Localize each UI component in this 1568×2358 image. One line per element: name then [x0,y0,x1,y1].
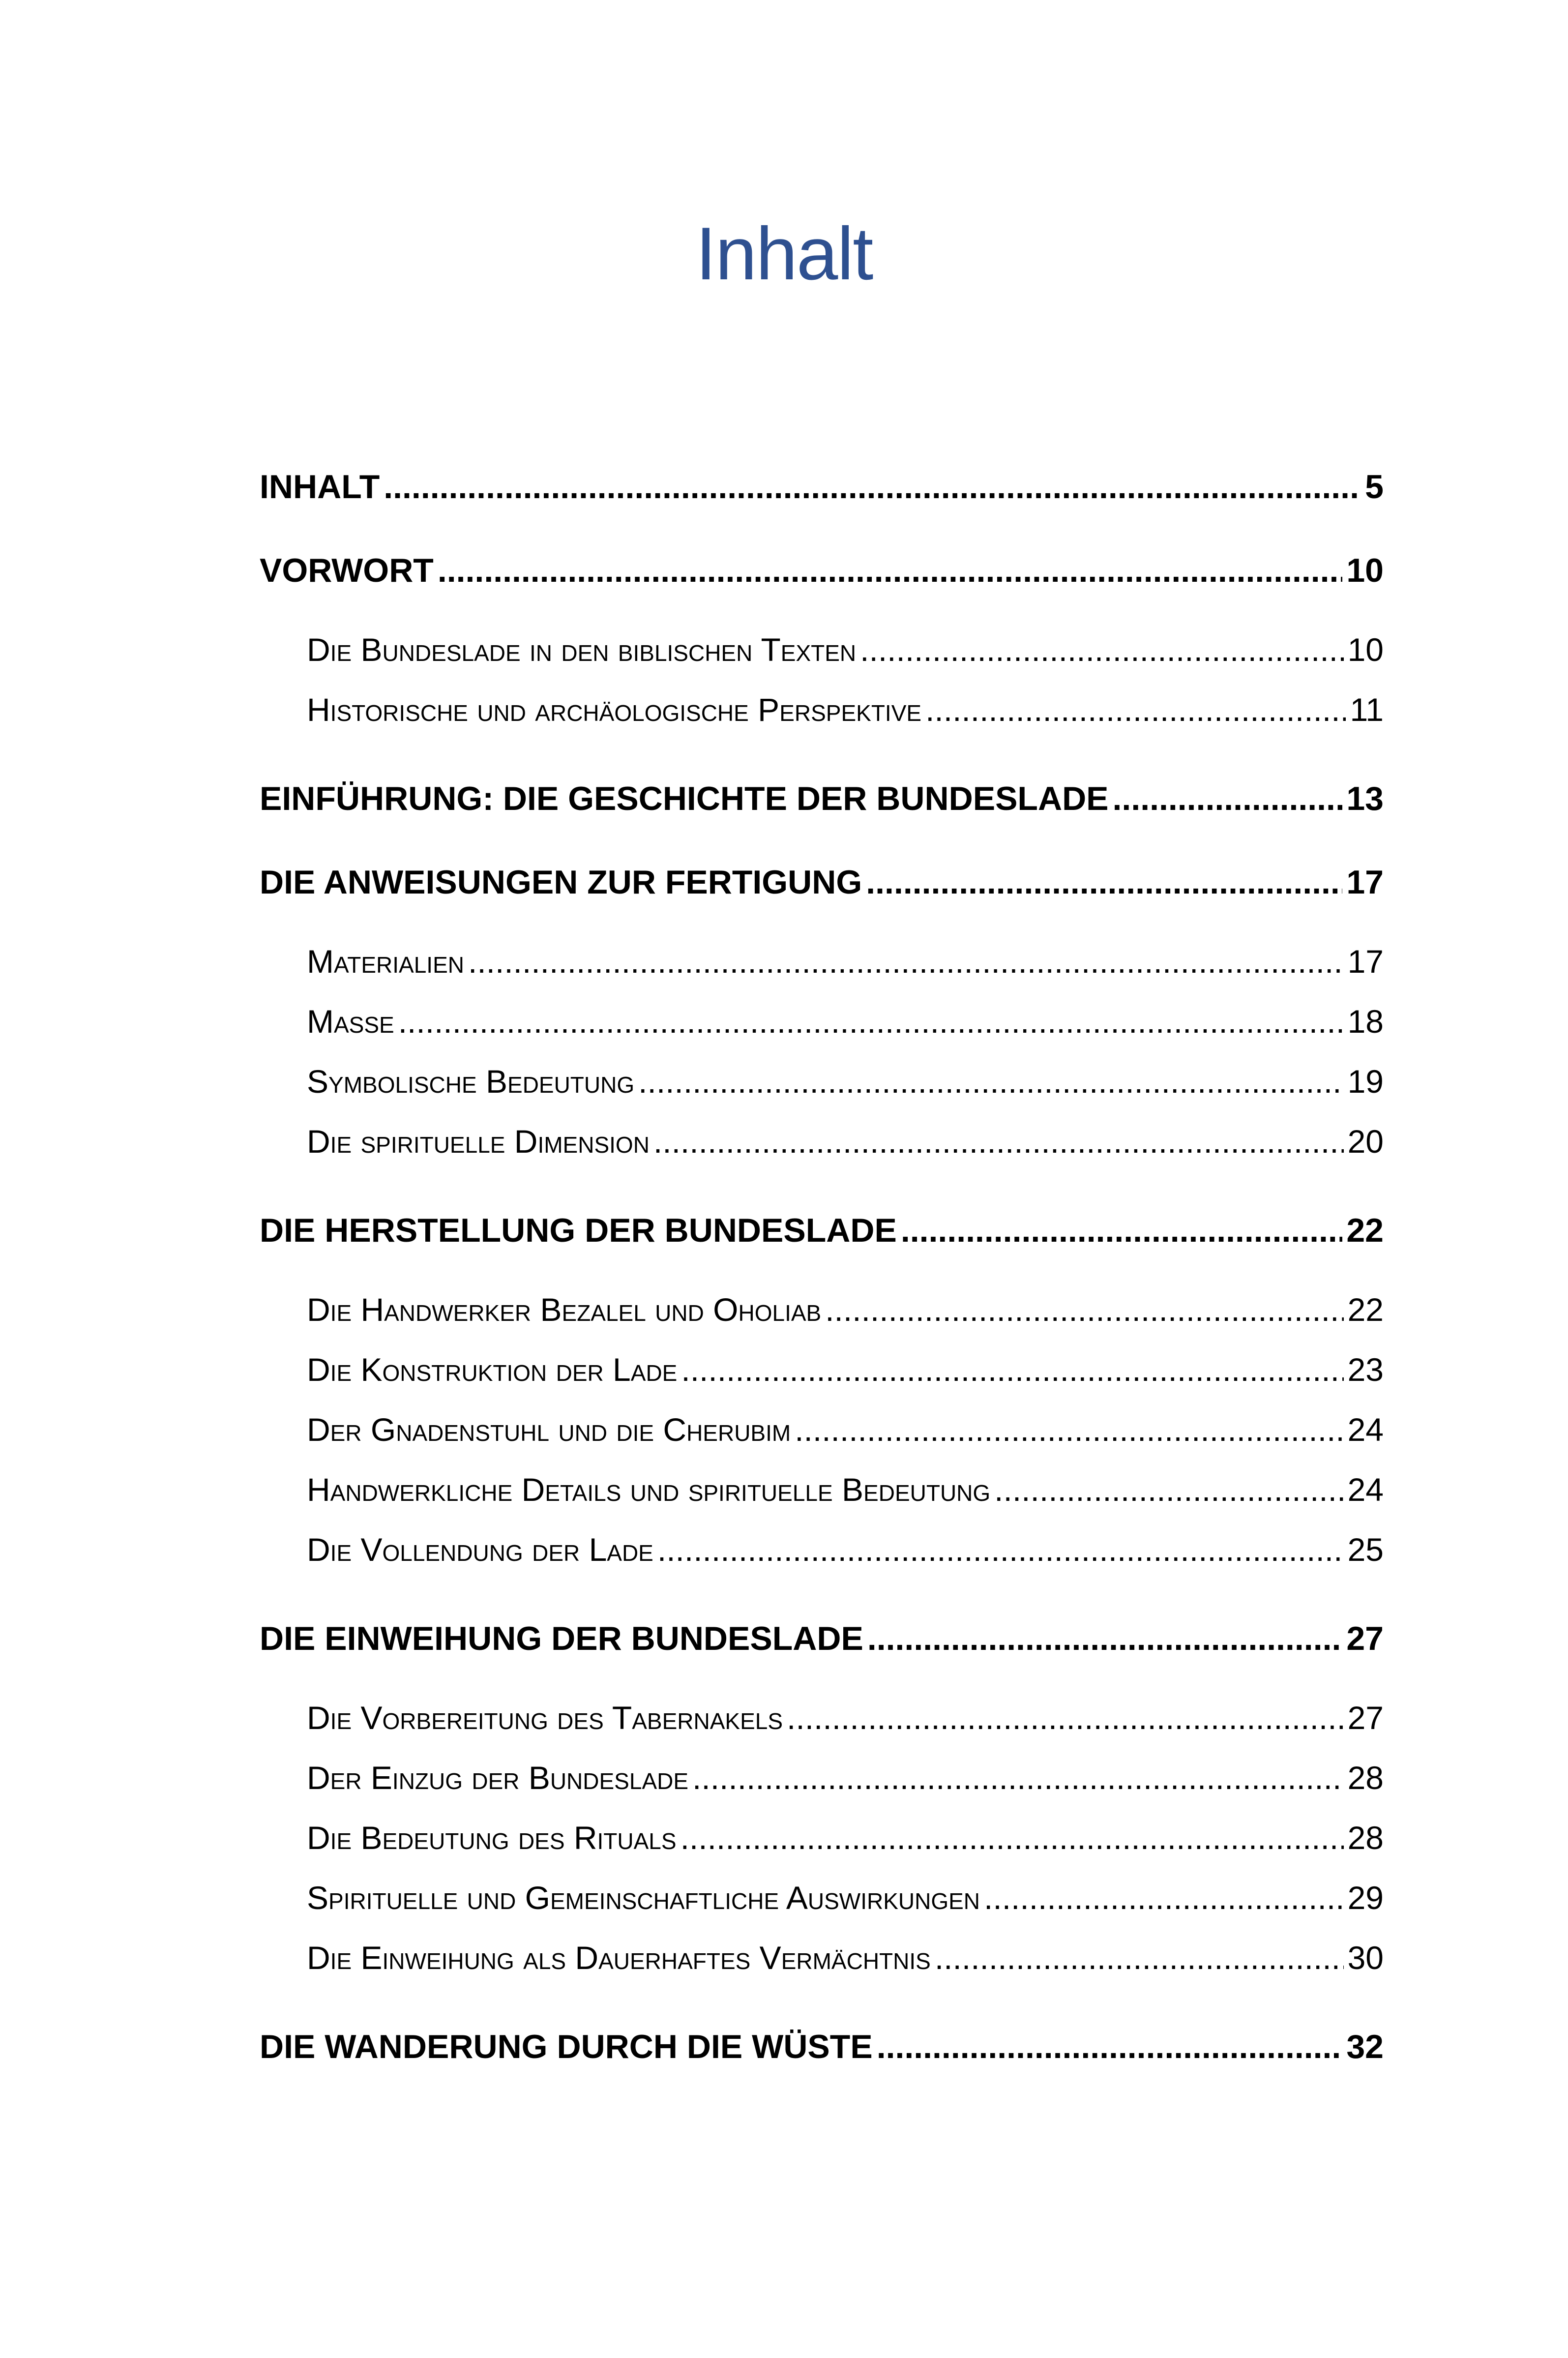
dot-leader [901,1206,1343,1255]
toc-entry-label: Historische und archäologische Perspektive [307,691,922,728]
toc-entry-page: 25 [1347,1531,1384,1568]
toc-entry-page: 19 [1347,1063,1384,1100]
toc-entry-label: Handwerkliche Details und spirituelle Bedeutung [307,1471,991,1508]
dot-leader [653,1111,1344,1171]
toc-entry[interactable] [260,774,1384,823]
dot-leader [468,931,1344,991]
toc-entry-label: INHALT [260,468,380,506]
dot-leader [384,462,1361,511]
toc-entry-label: DIE HERSTELLUNG DER BUNDESLADE [260,1212,897,1249]
toc-entry[interactable] [260,2022,1384,2071]
toc-entry-label: Die Einweihung als Dauerhaftes Vermächtnis [307,1940,931,1976]
toc-subentry[interactable] [260,1928,1384,1988]
toc-entry-page: 24 [1347,1411,1384,1448]
toc-subentry[interactable] [260,620,1384,680]
toc-entry-label: Der Gnadenstuhl und die Cherubim [307,1411,791,1448]
toc-subentry[interactable] [260,680,1384,740]
dot-leader [1113,774,1343,823]
toc-entry-page: 30 [1347,1940,1384,1976]
toc-entry-page: 28 [1347,1820,1384,1856]
dot-leader [680,1808,1344,1868]
toc-entry[interactable] [260,1614,1384,1663]
dot-leader [935,1928,1344,1988]
toc-subentry[interactable] [260,1111,1384,1171]
dot-leader [925,680,1346,740]
toc-entry[interactable] [260,462,1384,511]
toc-entry-label: DIE EINWEIHUNG DER BUNDESLADE [260,1620,863,1657]
dot-leader [787,1688,1344,1748]
toc-entry-page: 22 [1347,1291,1384,1328]
toc-entry-page: 11 [1350,691,1384,728]
toc-entry-page: 32 [1346,2028,1384,2065]
toc-subentry[interactable] [260,1460,1384,1520]
dot-leader [438,546,1343,595]
toc-entry-page: 13 [1346,780,1384,817]
toc-entry-page: 29 [1347,1880,1384,1916]
toc-entry-label: DIE ANWEISUNGEN ZUR FERTIGUNG [260,864,862,901]
toc-entry-page: 17 [1347,943,1384,980]
dot-leader [825,1280,1343,1340]
dot-leader [877,2022,1343,2071]
toc-entry-page: 20 [1347,1123,1384,1160]
toc-entry[interactable] [260,546,1384,595]
toc-subentry[interactable] [260,1688,1384,1748]
toc-entry-page: 10 [1347,631,1384,668]
toc-subentry[interactable] [260,1400,1384,1460]
toc-entry-page: 27 [1346,1620,1384,1657]
toc-entry-page: 18 [1347,1003,1384,1040]
toc-entry-page: 22 [1346,1212,1384,1249]
dot-leader [398,991,1344,1051]
dot-leader [795,1400,1343,1460]
table-of-contents [260,462,1384,2071]
toc-subentry[interactable] [260,1520,1384,1580]
toc-subentry[interactable] [260,1280,1384,1340]
dot-leader [657,1520,1344,1580]
toc-entry[interactable] [260,1206,1384,1255]
toc-subentry[interactable] [260,931,1384,991]
toc-entry-label: Die Vollendung der Lade [307,1531,653,1568]
dot-leader [994,1460,1343,1520]
toc-entry-label: Materialien [307,943,464,980]
toc-subentry[interactable] [260,1808,1384,1868]
dot-leader [866,858,1342,907]
toc-entry-label: Die Bundeslade in den biblischen Texten [307,631,857,668]
toc-entry-label: Die Handwerker Bezalel und Oholiab [307,1291,822,1328]
dot-leader [984,1868,1344,1928]
toc-entry-page: 24 [1347,1471,1384,1508]
toc-entry-label: Maße [307,1003,394,1040]
toc-entry-label: Der Einzug der Bundeslade [307,1760,689,1796]
dot-leader [638,1051,1343,1111]
toc-entry-label: Die spirituelle Dimension [307,1123,650,1160]
page-title: Inhalt [695,212,873,296]
toc-subentry[interactable] [260,1868,1384,1928]
dot-leader [867,1614,1343,1663]
toc-entry-label: EINFÜHRUNG: DIE GESCHICHTE DER BUNDESLADE [260,780,1109,817]
toc-subentry[interactable] [260,1340,1384,1400]
toc-entry-page: 23 [1347,1351,1384,1388]
toc-entry-page: 17 [1346,864,1384,901]
toc-entry-label: Die Vorbereitung des Tabernakels [307,1700,783,1736]
toc-entry-label: DIE WANDERUNG DURCH DIE WÜSTE [260,2028,873,2065]
toc-entry-page: 27 [1347,1700,1384,1736]
toc-entry-page: 5 [1365,468,1384,506]
toc-entry-page: 28 [1347,1760,1384,1796]
toc-subentry[interactable] [260,1748,1384,1808]
toc-subentry[interactable] [260,991,1384,1051]
toc-entry-label: Die Bedeutung des Rituals [307,1820,677,1856]
toc-entry-label: Die Konstruktion der Lade [307,1351,678,1388]
toc-entry-label: Spirituelle und Gemeinschaftliche Auswirkungen [307,1880,980,1916]
toc-entry-page: 10 [1346,552,1384,589]
dot-leader [692,1748,1344,1808]
dot-leader [681,1340,1343,1400]
toc-entry-label: Symbolische Bedeutung [307,1063,635,1100]
toc-subentry[interactable] [260,1051,1384,1111]
toc-entry-label: VORWORT [260,552,434,589]
toc-entry[interactable] [260,858,1384,907]
dot-leader [860,620,1343,680]
